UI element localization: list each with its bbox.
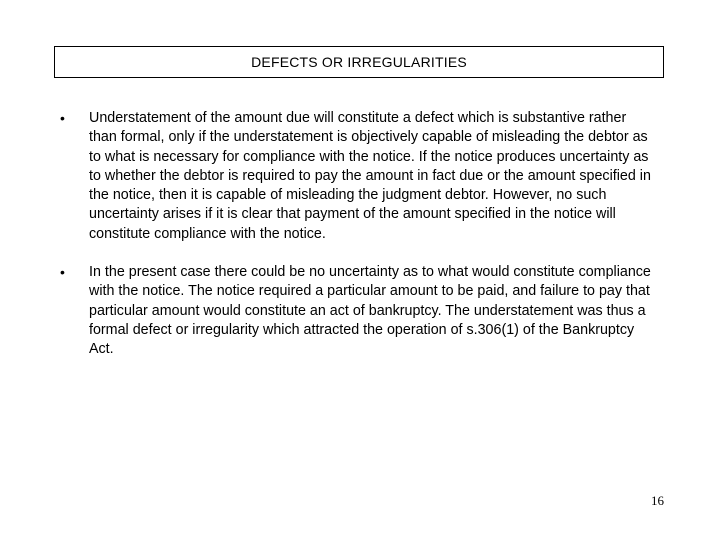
- bullet-text: In the present case there could be no uncertainty as to what would constitute compliance with the notice. The notice required a particular amount to be paid, and failure to pay that particular amount would constitute an act of bankruptcy. The understatement was thus a formal defect or irregularity which attracted the operation of s.306(1) of the Bankruptcy Act.: [89, 264, 651, 358]
- bullet-item: [60, 109, 660, 244]
- bullet-dot-icon: •: [60, 264, 65, 281]
- bullet-dot-icon: •: [60, 110, 65, 126]
- bullet-list: [60, 109, 660, 360]
- bullet-text: Understatement of the amount due will constitute a defect which is substantive rather than formal, only if the understatement is objectively capable of misleading the debtor as to what is necessary for compliance with the notice. If the notice produces uncertainty as to whether the debtor is required to pay the amount in fact due or the amount specified in the notice, then it is capable of misleading the judgment debtor. However, no such uncertainty arises if it is clear that payment of the amount specified in the notice will constitute compliance with the notice.: [89, 110, 651, 242]
- bullet-item: [60, 263, 660, 359]
- title-box: [54, 46, 664, 78]
- page-number: 16: [651, 493, 664, 508]
- slide-title: DEFECTS OR IRREGULARITIES: [251, 54, 467, 70]
